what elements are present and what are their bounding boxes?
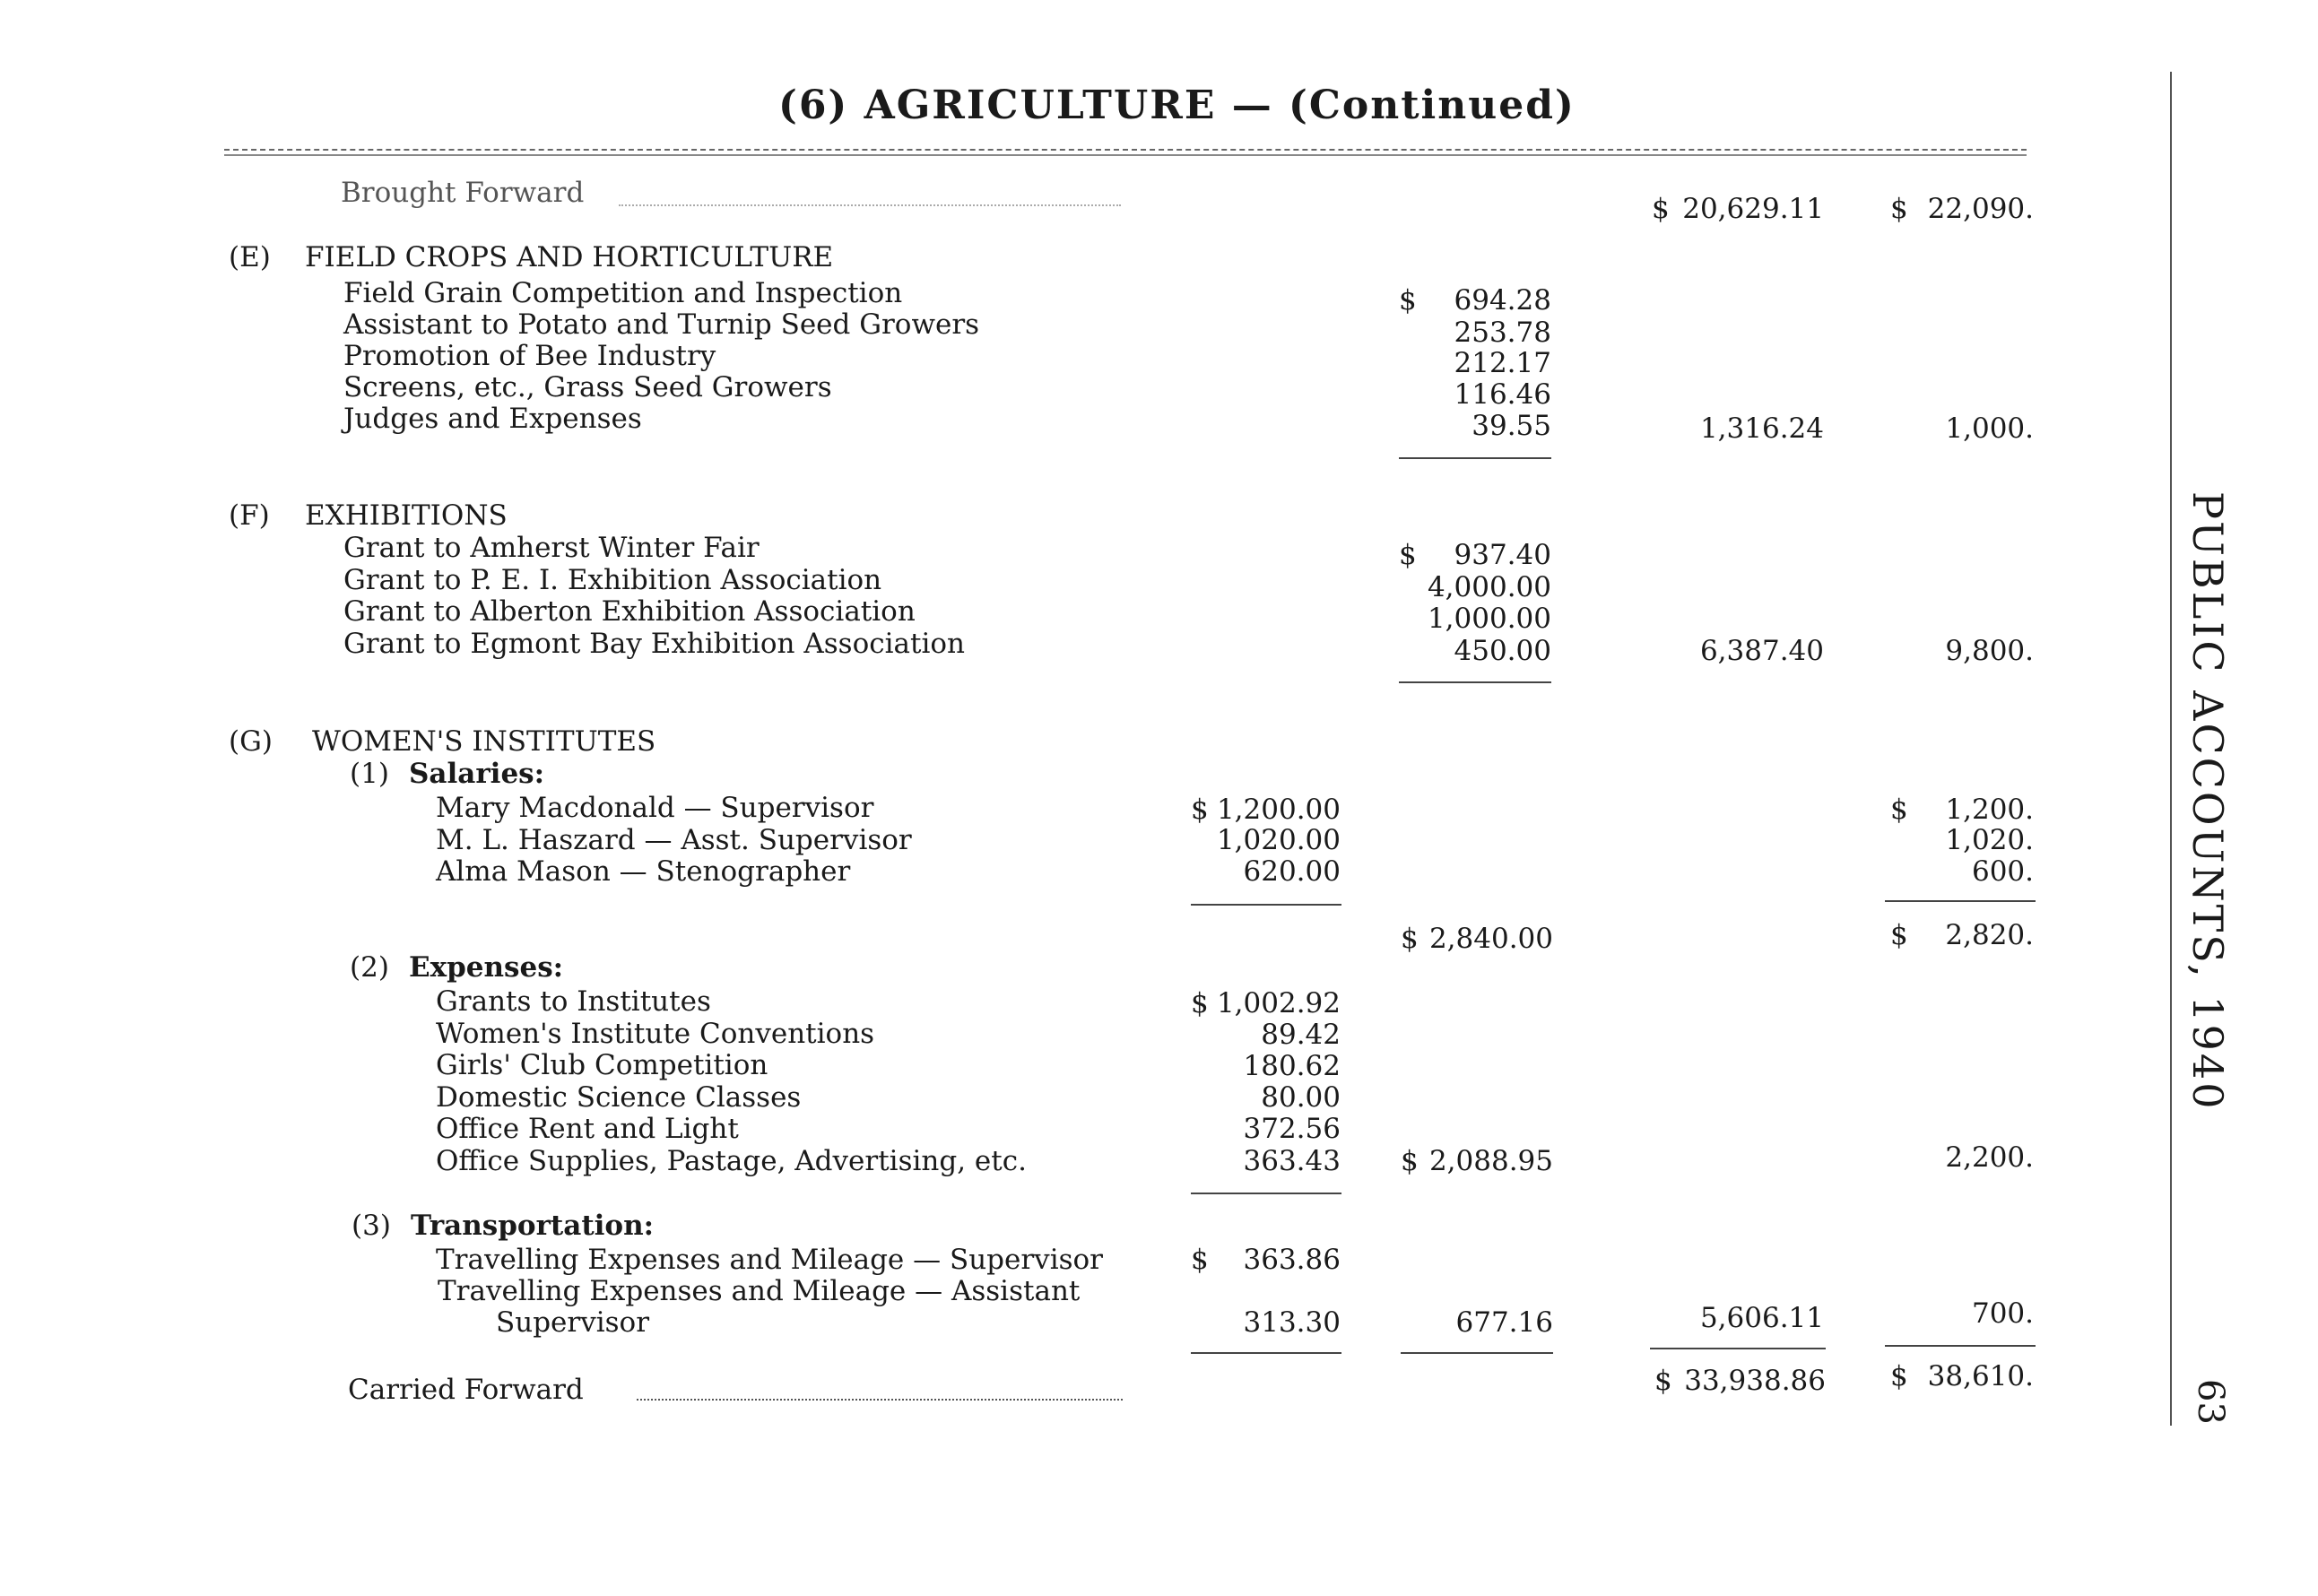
item-estimate: 1,020. — [1945, 824, 2034, 856]
item-amount: 253.78 — [1454, 317, 1551, 349]
item-label-line1: Travelling Expenses and Mileage — Assistant — [438, 1275, 1081, 1307]
salaries-subtotal: 2,840.00 — [1428, 923, 1553, 955]
leader-dots — [637, 1399, 1123, 1401]
item-label: Grant to Alberton Exhibition Association — [343, 595, 916, 628]
item-label: Girls' Club Competition — [436, 1049, 768, 1081]
expenses-number: (2) — [350, 951, 389, 984]
item-amount: 1,000.00 — [1427, 603, 1551, 635]
section-g-heading: WOMEN'S INSTITUTES — [312, 725, 656, 758]
subtotal-rule — [1399, 681, 1551, 683]
header-rule — [224, 149, 2027, 151]
salaries-dollar: $ — [1191, 794, 1209, 826]
salaries-heading: Salaries: — [409, 758, 545, 790]
item-amount: 620.00 — [1243, 855, 1341, 888]
brought-forward-total: 20,629.11 — [1682, 193, 1824, 225]
item-amount: 363.43 — [1243, 1145, 1341, 1177]
section-e-dollar: $ — [1399, 284, 1417, 317]
expenses-heading: Expenses: — [409, 951, 564, 984]
item-estimate: 600. — [1971, 855, 2034, 888]
item-label: Screens, etc., Grass Seed Growers — [343, 371, 832, 403]
item-label: Promotion of Bee Industry — [343, 340, 716, 372]
header-rule — [224, 154, 2027, 156]
carried-forward-dollar: $ — [1654, 1365, 1672, 1397]
item-amount: 1,002.92 — [1216, 987, 1341, 1019]
item-amount: 89.42 — [1261, 1019, 1341, 1051]
transportation-heading: Transportation: — [411, 1210, 655, 1242]
section-g-total: 5,606.11 — [1699, 1302, 1824, 1334]
item-label: Grant to Egmont Bay Exhibition Association — [343, 628, 965, 660]
expenses-estimate: 2,200. — [1945, 1141, 2034, 1174]
item-amount: 39.55 — [1472, 410, 1551, 442]
item-amount: 1,020.00 — [1216, 824, 1341, 856]
item-label: M. L. Haszard — Asst. Supervisor — [436, 824, 912, 856]
item-label: Grant to Amherst Winter Fair — [343, 532, 760, 564]
item-label: Grants to Institutes — [436, 985, 711, 1018]
item-label: Grant to P. E. I. Exhibition Association — [343, 564, 882, 596]
item-label: Assistant to Potato and Turnip Seed Growers — [343, 308, 980, 341]
item-estimate: 1,200. — [1945, 794, 2034, 826]
subtotal-rule — [1399, 457, 1551, 459]
item-label: Women's Institute Conventions — [436, 1018, 875, 1050]
side-title: PUBLIC ACCOUNTS, 1940 — [2183, 491, 2232, 1112]
section-e-total: 1,316.24 — [1699, 412, 1824, 445]
brought-forward-estimate: 22,090. — [1927, 193, 2034, 225]
section-g-estimate: 700. — [1971, 1297, 2034, 1330]
subtotal-rule — [1401, 1352, 1553, 1354]
expenses-subtotal: 2,088.95 — [1428, 1145, 1553, 1177]
subtotal-rule — [1191, 1193, 1341, 1194]
brought-forward-dollar: $ — [1652, 193, 1670, 225]
item-amount: 80.00 — [1261, 1081, 1341, 1114]
section-e-code: (E) — [229, 241, 271, 273]
transportation-number: (3) — [352, 1210, 391, 1242]
salaries-estimate-subtotal: 2,820. — [1945, 919, 2034, 951]
item-amount: 363.86 — [1243, 1244, 1341, 1276]
salaries-subtotal-dollar: $ — [1401, 923, 1419, 955]
section-e-heading: FIELD CROPS AND HORTICULTURE — [305, 241, 834, 273]
item-amount: 313.30 — [1243, 1306, 1341, 1339]
item-amount: 180.62 — [1243, 1050, 1341, 1082]
item-label: Mary Macdonald — Supervisor — [436, 792, 874, 824]
section-f-estimate: 9,800. — [1945, 635, 2034, 667]
margin-rule — [2170, 72, 2172, 1426]
subtotal-rule — [1191, 904, 1341, 906]
carried-forward-estimate-dollar: $ — [1890, 1360, 1908, 1392]
item-label: Domestic Science Classes — [436, 1081, 802, 1114]
item-amount: 372.56 — [1243, 1113, 1341, 1145]
expenses-dollar: $ — [1191, 987, 1209, 1019]
transportation-subtotal: 677.16 — [1455, 1306, 1553, 1339]
transportation-dollar: $ — [1191, 1244, 1209, 1276]
carried-forward-label: Carried Forward — [348, 1374, 584, 1406]
item-amount: 4,000.00 — [1427, 571, 1551, 603]
item-amount: 116.46 — [1454, 378, 1551, 411]
subtotal-rule — [1885, 900, 2036, 902]
salaries-estimate-dollar: $ — [1890, 794, 1908, 826]
section-f-code: (F) — [229, 499, 270, 532]
page-title: (6) AGRICULTURE — (Continued) — [778, 82, 1576, 128]
item-label: Alma Mason — Stenographer — [436, 855, 851, 888]
item-label: Office Supplies, Pastage, Advertising, etc. — [436, 1145, 1027, 1177]
carried-forward-estimate: 38,610. — [1927, 1360, 2034, 1392]
item-amount: 694.28 — [1454, 284, 1551, 317]
subtotal-rule — [1191, 1352, 1341, 1354]
item-label: Office Rent and Light — [436, 1113, 739, 1145]
item-label: Travelling Expenses and Mileage — Supervisor — [436, 1244, 1103, 1276]
salaries-number: (1) — [350, 758, 389, 790]
item-amount: 450.00 — [1454, 635, 1551, 667]
brought-forward-label: Brought Forward — [341, 177, 585, 209]
section-f-dollar: $ — [1399, 539, 1417, 571]
expenses-subtotal-dollar: $ — [1401, 1145, 1419, 1177]
item-amount: 1,200.00 — [1216, 794, 1341, 826]
carried-forward-total: 33,938.86 — [1684, 1365, 1826, 1397]
item-amount: 212.17 — [1454, 347, 1551, 379]
salaries-estimate-sub-dollar: $ — [1890, 919, 1908, 951]
item-label: Judges and Expenses — [343, 403, 642, 435]
section-f-total: 6,387.40 — [1699, 635, 1824, 667]
item-label: Field Grain Competition and Inspection — [343, 277, 903, 309]
section-f-heading: EXHIBITIONS — [305, 499, 508, 532]
total-rule — [1885, 1345, 2036, 1347]
section-e-estimate: 1,000. — [1945, 412, 2034, 445]
section-g-code: (G) — [229, 725, 273, 758]
item-amount: 937.40 — [1454, 539, 1551, 571]
leader-dots — [619, 204, 1121, 206]
total-rule — [1650, 1348, 1826, 1349]
page-number: 63 — [2190, 1379, 2231, 1425]
brought-forward-estimate-dollar: $ — [1890, 193, 1908, 225]
item-label-line2: Supervisor — [496, 1306, 650, 1339]
